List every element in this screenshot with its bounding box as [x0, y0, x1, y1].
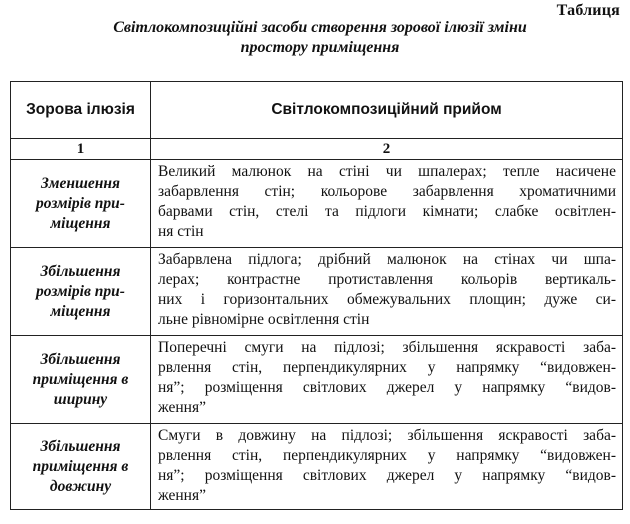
illusion-line: Зменшення: [41, 174, 120, 192]
technique-line: ження”: [158, 399, 206, 416]
technique-line: рвлення стін, перпендикулярних у напрямку “видовжен-: [158, 359, 616, 376]
column-number-2: 2: [151, 139, 623, 160]
technique-line: Забарвлена підлога; дрібний малюнок на стінах чи шпа-: [158, 251, 616, 268]
header-illusion: Зорова ілюзія: [11, 82, 151, 139]
technique-line: ня стін: [158, 223, 204, 240]
technique-line: Поперечні смуги на підлозі; збільшення яскравості заба-: [158, 339, 616, 356]
illusion-cell: [11, 248, 151, 336]
technique-line: них і горизонтальних обмежувальних площин; дуже си-: [158, 291, 616, 308]
illusion-cell: [11, 336, 151, 424]
technique-line: рвлення стін, перпендикулярних у напрямку “видовжен-: [158, 447, 616, 464]
table-title: [20, 18, 620, 58]
table-title-line-2: простору приміщення: [240, 39, 400, 56]
illusion-line: Збільшення: [40, 262, 121, 280]
table-label: Таблиця: [556, 2, 620, 19]
technique-line: лерах; контрастне протиставлення кольорів вертикаль-: [158, 271, 616, 288]
technique-line: ження”: [158, 487, 206, 504]
illusion-table: [10, 81, 623, 510]
technique-line: ня”; розміщення світлових джерел у напрямку “видов-: [158, 379, 616, 396]
table-title-line-1: Світлокомпозиційні засоби створення зорової ілюзії зміни: [113, 19, 527, 36]
technique-line: забарвлення стін; кольорове забарвлення хроматичними: [158, 183, 616, 200]
technique-cell: [151, 248, 623, 336]
table-row: [11, 424, 623, 510]
illusion-line: міщення: [50, 302, 111, 320]
table-header-row: [11, 82, 623, 139]
technique-cell: [151, 160, 623, 248]
illusion-cell: [11, 424, 151, 510]
table-row: [11, 248, 623, 336]
header-technique: Світлокомпозиційний прийом: [151, 82, 623, 139]
illusion-line: приміщення в: [32, 457, 129, 475]
illusion-line: міщення: [50, 214, 111, 232]
illusion-line: Збільшення: [40, 350, 121, 368]
technique-cell: [151, 424, 623, 510]
technique-cell: [151, 336, 623, 424]
illusion-line: розмірів при-: [36, 194, 125, 212]
illusion-cell: [11, 160, 151, 248]
technique-line: льне рівномірне освітлення стін: [158, 311, 370, 328]
illusion-line: ширину: [53, 390, 108, 408]
technique-line: ня”; розміщення світлових джерел у напрямку “видов-: [158, 467, 616, 484]
illusion-line: приміщення в: [32, 370, 129, 388]
illusion-line: довжину: [49, 477, 112, 495]
column-number-1: 1: [11, 139, 151, 160]
illusion-line: розмірів при-: [36, 282, 125, 300]
technique-line: Великий малюнок на стіні чи шпалерах; тепле насичене: [158, 163, 616, 180]
table-row: [11, 160, 623, 248]
technique-line: Смуги в довжину на підлозі; збільшення яскравості заба-: [158, 427, 616, 444]
illusion-line: Збільшення: [40, 437, 121, 455]
column-number-row: [11, 139, 623, 160]
technique-line: барвами стін, стелі та підлоги кімнати; слабке освітлен-: [158, 203, 616, 220]
table-row: [11, 336, 623, 424]
